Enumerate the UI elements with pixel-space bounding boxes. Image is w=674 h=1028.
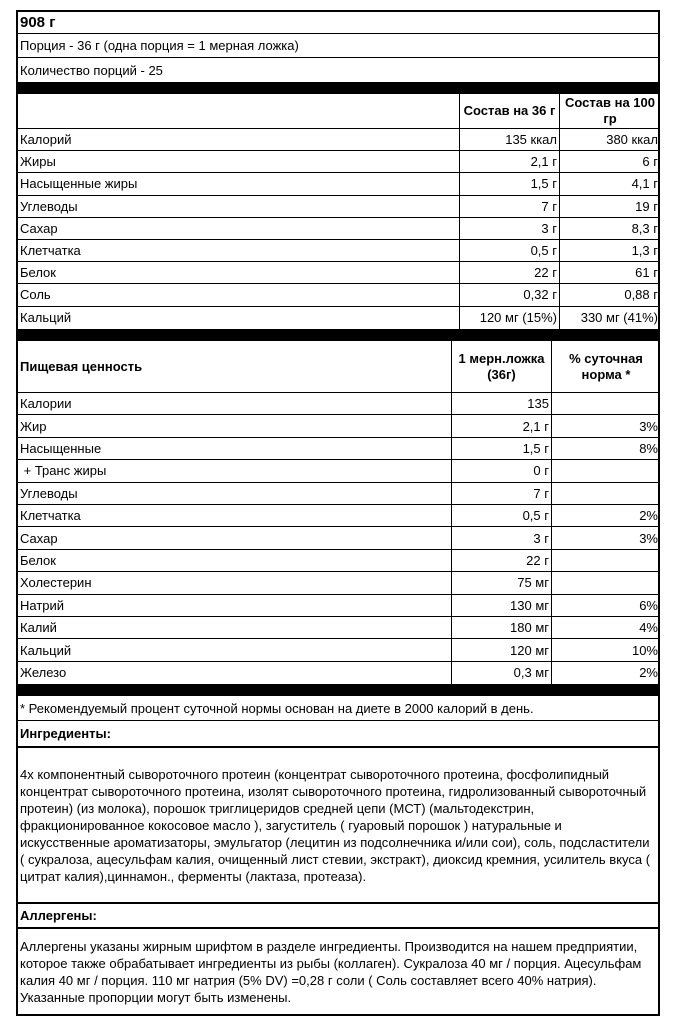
composition-row [18,196,658,218]
product-weight: 908 г [20,14,56,31]
per-serving-value: 3 г [460,218,560,239]
scoop-value: 0,5 г [452,505,552,526]
nutrient-name: Сахар [18,218,460,239]
nutrient-name: Жир [18,415,452,436]
per-serving-value: 22 г [460,262,560,283]
divider-bar [18,82,658,94]
per-100g-value: 380 ккал [606,132,658,148]
servings-count-row [18,58,658,82]
scoop-value: 1,5 г [452,438,552,459]
per-serving-value: 2,1 г [460,151,560,172]
nutrient-name: Клетчатка [18,240,460,261]
nutrient-name: Калорий [18,129,460,150]
composition-row [18,218,658,240]
divider-bar [18,329,658,341]
divider-bar [18,684,658,696]
scoop-value: 2,1 г [452,415,552,436]
daily-value: 6% [639,597,658,613]
per-100g-value: 1,3 г [631,243,658,259]
daily-value: 2% [639,665,658,681]
nutrition-row [18,460,658,482]
ingredients-row [18,748,658,904]
composition-row [18,240,658,262]
scoop-value: 135 [452,393,552,414]
composition-row [18,173,658,195]
nutrition-row [18,639,658,661]
allergens-row [18,929,658,1016]
per-100g-value: 8,3 г [631,220,658,236]
composition-row [18,151,658,173]
scoop-value: 130 мг [452,595,552,616]
nutrition-row [18,415,658,437]
allergens-text: Аллергены указаны жирным шрифтом в разделе ингредиенты. Производится на нашем предприятии, которое также обрабатывает ингредиенты из рыбы (коллаген). Сукралоза 40 мг / порция. Ацесульфам калия 40 мг / порция. 110 мг натрия (5% DV) =0,28 г соли ( Соль составляет всего 40% натрия). Указанные пропорции могут быть изменены. [20,939,642,1005]
ingredients-text: 4х компонентный сывороточного протеин (концентрат сывороточного протеина, фосфолипидный концентрат сывороточного протеина, изолят сывороточного протеина, гидролизованный сывороточный протеин) (из молока), порошок триглицеридов средней цепи (МСТ) (мальтодекстрин, фракционированное кокосовое масло ), загуститель ( гуаровый порошок ) натуральные и искусственные ароматизаторы, эмульгатор (лецитин из подсолнечника и/или сои), соль, подсластители ( сукралоза, ацесульфам калия, очищенный лист стевии, экстракт), диоксид кремния, усилитель вкуса ( цитрат калия),циннамон., ферменты (лактаза, протеаза). [20,767,651,884]
scoop-value: 120 мг [452,639,552,660]
daily-value: 4% [639,620,658,636]
daily-value: 8% [639,440,658,456]
nutrient-name: Жиры [18,151,460,172]
nutrient-name: Калории [18,393,452,414]
composition-row [18,262,658,284]
per-serving-value: 135 ккал [460,129,560,150]
scoop-value: 22 г [452,550,552,571]
per-serving-value: 0,32 г [460,284,560,305]
nutrient-name: Клетчатка [18,505,452,526]
scoop-value: 180 мг [452,617,552,638]
composition-row [18,284,658,306]
nutrition-row [18,505,658,527]
serving-row [18,34,658,58]
nutrition-row [18,662,658,684]
nutrition-row [18,617,658,639]
per-100g-value: 4,1 г [631,176,658,192]
col-scoop: 1 мерн.ложка (36г) [452,341,552,392]
per-100g-value: 19 г [635,198,658,214]
nutrition-row [18,438,658,460]
nutrient-name: Углеводы [18,483,452,504]
nutrient-name: Белок [18,262,460,283]
col-daily-value: % суточная норма * [569,350,643,382]
scoop-value: 3 г [452,527,552,548]
per-100g-value: 6 г [642,154,658,170]
per-serving-value: 7 г [460,196,560,217]
ingredients-title: Ингредиенты: [20,726,111,741]
nutrient-name: Натрий [18,595,452,616]
footnote-row [18,696,658,721]
serving-size: Порция - 36 г (одна порция = 1 мерная ложка) [20,38,299,53]
col-per-100g: Состав на 100 гр [565,95,655,126]
nutrient-name: Кальций [18,307,460,329]
per-serving-value: 1,5 г [460,173,560,194]
scoop-value: 0 г [452,460,552,481]
nutrition-row [18,550,658,572]
nutrient-name: Холестерин [18,572,452,593]
daily-value: 2% [639,508,658,524]
daily-value [552,550,660,571]
allergens-title: Аллергены: [20,908,97,923]
nutrient-name: Железо [18,662,452,684]
nutrition-row [18,483,658,505]
nutrition-row [18,527,658,549]
allergens-title-row [18,904,658,929]
nutrition-header [18,341,658,393]
scoop-value: 75 мг [452,572,552,593]
scoop-value: 7 г [452,483,552,504]
daily-value: 10% [631,642,658,658]
daily-value [552,572,660,593]
weight-row [18,12,658,34]
nutrient-name: Кальций [18,639,452,660]
nutrition-row [18,393,658,415]
nutrient-name: Сахар [18,527,452,548]
scoop-value: 0,3 мг [452,662,552,684]
nutrient-name: Соль [18,284,460,305]
per-100g-value: 0,88 г [624,287,658,303]
nutrition-title: Пищевая ценность [18,341,452,392]
composition-row [18,129,658,151]
nutrient-name: Углеводы [18,196,460,217]
nutrition-label [16,10,660,1016]
per-serving-value: 0,5 г [460,240,560,261]
daily-value: 3% [639,530,658,546]
nutrient-name: Насыщенные [18,438,452,459]
nutrient-name: Белок [18,550,452,571]
daily-value [552,393,660,414]
daily-value: 3% [639,418,658,434]
col-per-serving: Состав на 36 г [460,94,560,128]
nutrition-row [18,572,658,594]
composition-row [18,307,658,329]
nutrient-name: + Транс жиры [18,460,452,481]
daily-value [552,483,660,504]
footnote: * Рекомендуемый процент суточной нормы основан на диете в 2000 калорий в день. [20,700,534,716]
nutrition-row [18,595,658,617]
nutrient-name: Калий [18,617,452,638]
daily-value [552,460,660,481]
composition-header [18,94,658,129]
nutrient-name: Насыщенные жиры [18,173,460,194]
composition-header-blank [18,94,460,128]
per-100g-value: 61 г [635,265,658,281]
per-100g-value: 330 мг (41%) [580,310,658,326]
ingredients-title-row [18,721,658,748]
servings-count: Количество порций - 25 [20,62,163,78]
per-serving-value: 120 мг (15%) [460,307,560,329]
